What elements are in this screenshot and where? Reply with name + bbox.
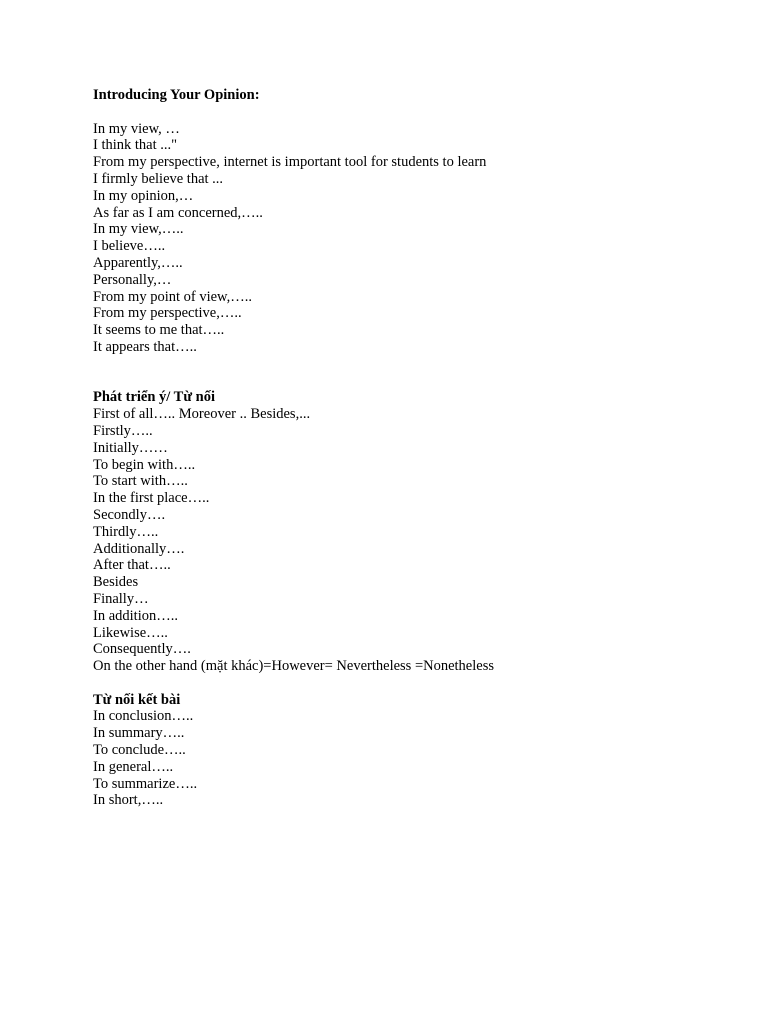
list-item: Thirdly….. [93, 523, 159, 540]
list-item: To conclude….. [93, 742, 186, 759]
spacer [93, 356, 733, 390]
list-item: As far as I am concerned,….. [93, 204, 263, 221]
list-item: I firmly believe that ... [93, 170, 224, 187]
section-heading: Introducing Your Opinion: [93, 87, 260, 103]
list-item: It appears that….. [93, 338, 197, 355]
section-tu-noi-ket-bai [93, 692, 733, 810]
list-item: In my view, … [93, 120, 180, 137]
list-item: In short,….. [93, 792, 164, 809]
list-item: From my perspective, internet is important tool for students to learn [93, 154, 487, 171]
list-item: In addition….. [93, 607, 178, 624]
list-item: In general….. [93, 758, 174, 775]
list-item: I think that ..." [93, 137, 178, 154]
list-item: Firstly….. [93, 422, 153, 439]
list-item: Likewise….. [93, 624, 168, 641]
list-item: To summarize….. [93, 775, 198, 792]
list-item: Secondly…. [93, 506, 166, 523]
list-item: Personally,… [93, 271, 172, 288]
list-item: It seems to me that….. [93, 322, 225, 339]
list-item: In my view,….. [93, 221, 184, 238]
list-item: Finally… [93, 590, 149, 607]
list-item: In the first place….. [93, 490, 210, 507]
list-item: To start with….. [93, 473, 188, 490]
list-item: Initially…… [93, 439, 168, 456]
list-item: First of all….. Moreover .. Besides,... [93, 406, 311, 423]
list-item: In my opinion,… [93, 187, 194, 204]
list-item: I believe….. [93, 238, 166, 255]
list-item: In conclusion….. [93, 708, 194, 725]
spacer [93, 104, 733, 121]
list-item: On the other hand (mặt khác)=However= Nevertheless =Nonetheless [93, 658, 494, 675]
list-item: In summary….. [93, 725, 185, 742]
list-item: Besides [93, 574, 139, 591]
list-item: From my perspective,….. [93, 305, 242, 322]
list-item: Consequently…. [93, 641, 191, 658]
list-item: Apparently,….. [93, 254, 183, 271]
section-heading: Từ nối kết bài [93, 691, 181, 708]
list-item: After that….. [93, 557, 171, 574]
list-item: From my point of view,….. [93, 288, 252, 305]
document-body [93, 87, 733, 809]
spacer [93, 675, 733, 692]
section-introducing-opinion [93, 87, 733, 356]
section-heading: Phát triển ý/ Từ nối [93, 389, 216, 406]
list-item: To begin with….. [93, 456, 196, 473]
list-item: Additionally…. [93, 540, 185, 557]
section-phat-trien-y [93, 389, 733, 675]
